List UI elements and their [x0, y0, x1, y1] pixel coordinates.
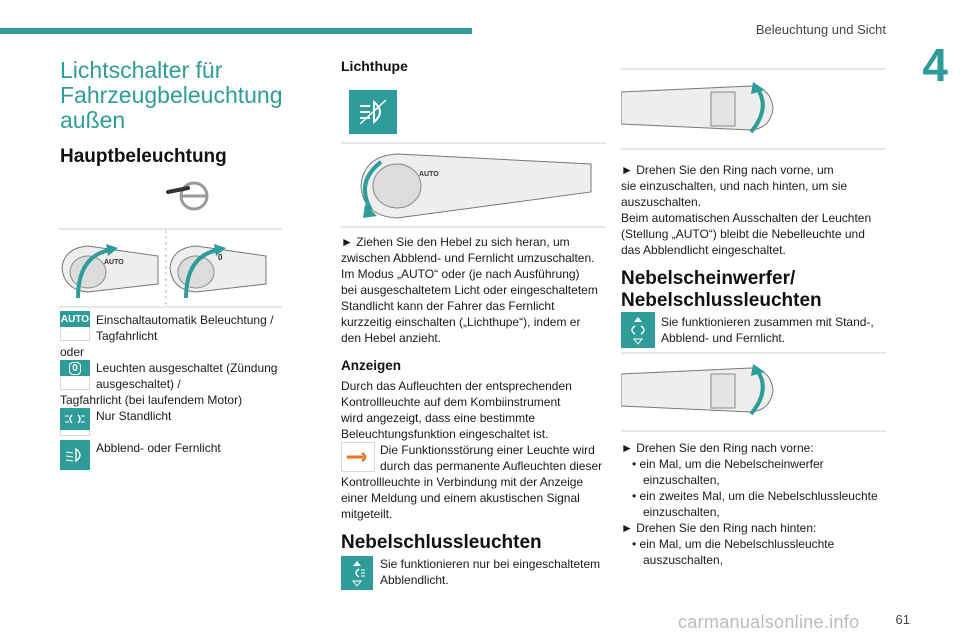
fog-text: Sie funktionieren zusammen mit Stand-, Abblend- und Fernlicht.: [661, 315, 874, 345]
back-instruction: ► Drehen Sie den Ring nach hinten:: [621, 521, 817, 535]
anzeigen-text: Durch das Aufleuchten der entsprechenden Kontrollleuchte auf dem Kombiinstrument wird angezeigt, dass eine bestimmte Beleuchtungsfunktion eingeschaltet ist.: [341, 379, 572, 441]
heading-nebelscheinwerfer: Nebelscheinwerfer/ Nebelschlussleuchten: [621, 268, 822, 311]
heading-anzeigen: Anzeigen: [341, 358, 402, 373]
heading-nebelschlussleuchten: Nebelschlussleuchten: [341, 532, 542, 553]
sidelights-icon: [60, 408, 90, 430]
section-title: Beleuchtung und Sicht: [755, 22, 886, 37]
legend-off-text: Leuchten ausgeschaltet (Zündung ausgeschaltet) /: [96, 361, 278, 391]
rear-fog-text: Sie funktionieren nur bei eingeschaltetem Abblendlicht.: [380, 557, 601, 587]
flash-instructions: ► Ziehen Sie den Hebel zu sich heran, um zwischen Abblend- und Fernlicht umzuschalten. Im Modus „AUTO“ oder (je nach Ausführung) bei ausgeschaltetem Licht oder eingeschaltetem Standlicht kann der Fahrer das Fernlicht kurzzeitig einschalten („Lichthupe“), indem er den Hebel anzieht.: [341, 235, 598, 345]
icon-placeholder: [60, 327, 90, 341]
steering-wheel-icon: [166, 180, 210, 212]
legend-sidelights-text: Nur Standlicht: [96, 409, 172, 423]
fault-warning-icon: [341, 442, 375, 472]
front-rear-fog-ring-icon: [621, 312, 655, 348]
rear-fog-stalk-illustration: [621, 68, 886, 150]
lights-off-icon: 0: [60, 360, 90, 376]
oder-text: oder: [60, 345, 85, 359]
chapter-number: 4: [922, 39, 948, 91]
icon-placeholder: [60, 430, 90, 436]
flash-stalk-illustration: [341, 142, 606, 228]
rear-fog-ring-icon: [341, 556, 373, 590]
heading-lichthupe: Lichthupe: [341, 58, 408, 74]
watermark: carmanualsonline.info: [678, 612, 860, 632]
ring-instructions: ► Drehen Sie den Ring nach vorne, um sie einzuschalten, und nach hinten, um sie auszuschalten. Beim automatischen Ausschalten der Leuchten (Stellung „AUTO“) bleibt die Nebelleuchte und das Abblendlicht eingeschaltet.: [621, 163, 872, 257]
page-number: 61: [895, 612, 910, 627]
forward-instruction: ► Drehen Sie den Ring nach vorne:: [621, 441, 814, 455]
high-beam-flash-icon: [349, 90, 397, 134]
heading-hauptbeleuchtung: Hauptbeleuchtung: [60, 146, 227, 167]
fault-cont-text: Kontrollleuchte in Verbindung mit der Anzeige einer Meldung und einem akustischen Signal mitgeteilt.: [341, 475, 584, 521]
light-stalk-illustrations: [58, 228, 282, 308]
auto-icon: AUTO: [60, 311, 90, 327]
icon-placeholder: [60, 376, 90, 390]
forward-bullet-2: • ein zweites Mal, um die Nebelschlussleuchte einzuschalten,: [632, 489, 878, 519]
headlights-icon: [60, 440, 90, 470]
forward-bullet-1: • ein Mal, um die Nebelscheinwerfer einzuschalten,: [632, 457, 824, 487]
page-title: Lichtschalter für Fahrzeugbeleuchtung außen: [60, 57, 283, 133]
legend-auto-text: Einschaltautomatik Beleuchtung / Tagfahrlicht: [96, 313, 274, 343]
stalk-label-auto: AUTO: [104, 259, 124, 266]
header-accent-bar: [0, 28, 472, 34]
legend-off-cont: Tagfahrlicht (bei laufendem Motor): [60, 393, 243, 407]
back-bullet-1: • ein Mal, um die Nebelschlussleuchte auszuschalten,: [632, 537, 835, 567]
fault-text: Die Funktionsstörung einer Leuchte wird durch das permanente Aufleuchten dieser: [380, 443, 603, 473]
legend-headlights-text: Abblend- oder Fernlicht: [96, 441, 221, 455]
svg-text:AUTO: AUTO: [419, 171, 439, 178]
fog-stalk-illustration: [621, 352, 886, 432]
stalk-label-zero: 0: [218, 253, 223, 262]
